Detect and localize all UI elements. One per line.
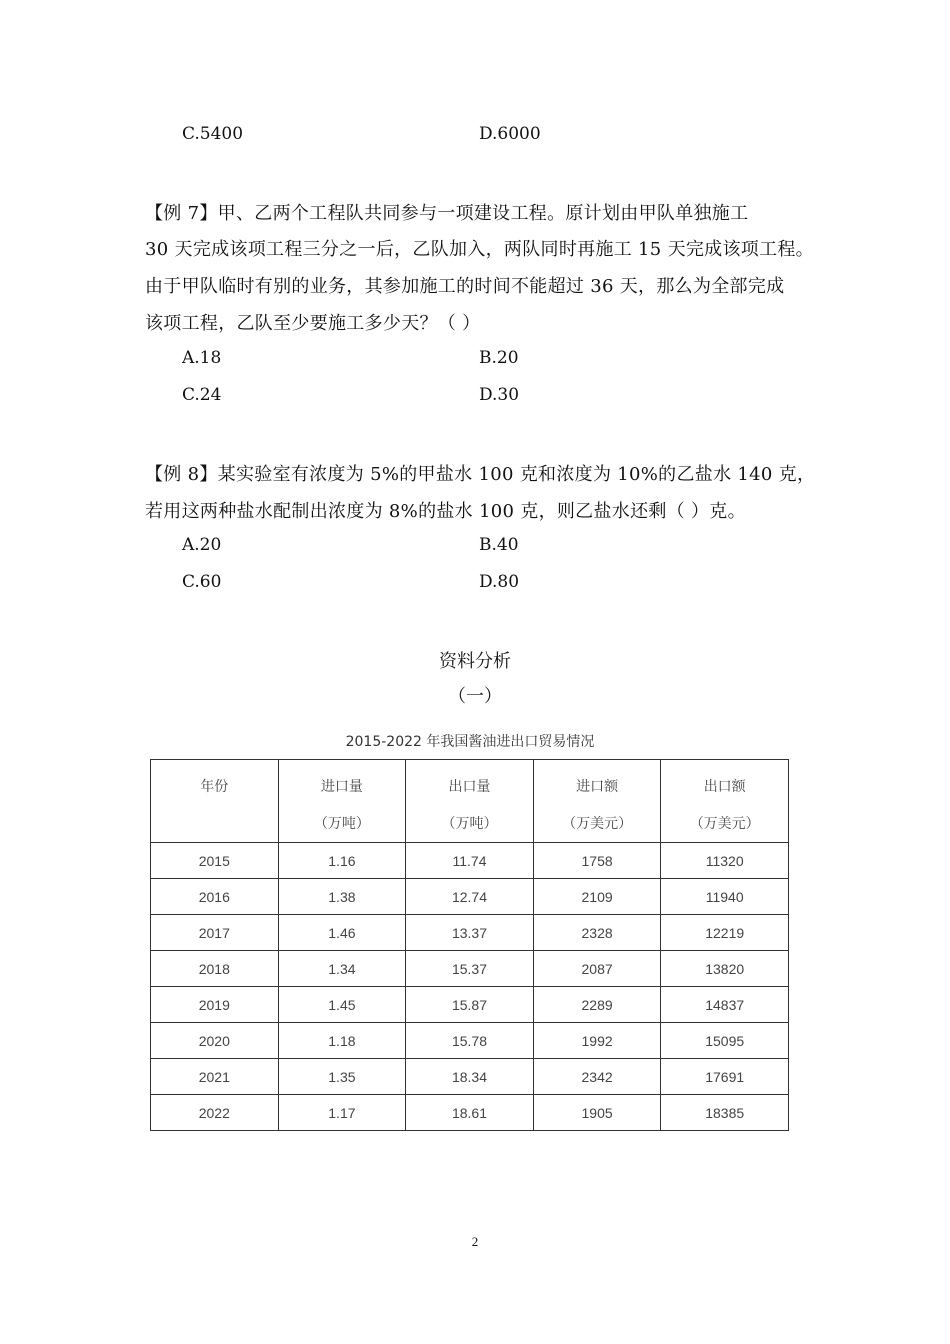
cell-export-value: 12219 (661, 915, 789, 951)
cell-export-value: 11940 (661, 879, 789, 915)
header-label: 进口量 (320, 778, 363, 794)
header-label: 进口额 (576, 778, 619, 794)
table-row (151, 879, 789, 915)
question-7-line: 【例 7】甲、乙两个工程队共同参与一项建设工程。原计划由甲队单独施工 (145, 203, 749, 224)
option-b: B.20 (479, 348, 519, 368)
table-header-row (151, 760, 789, 843)
cell-year: 2017 (151, 915, 279, 951)
header-import-value (533, 760, 661, 843)
cell-import-value: 2289 (533, 987, 661, 1023)
cell-export-volume: 11.74 (406, 843, 534, 879)
cell-export-volume: 18.34 (406, 1059, 534, 1095)
question-7-line: 30 天完成该项工程三分之一后，乙队加入，两队同时再施工 15 天完成该项工程。 (145, 239, 814, 260)
header-unit: （万吨） (313, 815, 370, 831)
cell-import-volume: 1.34 (278, 951, 406, 987)
cell-export-value: 18385 (661, 1095, 789, 1131)
header-label: 年份 (200, 778, 229, 794)
table-row (151, 1023, 789, 1059)
cell-year: 2015 (151, 843, 279, 879)
option-c-prev: C.5400 (182, 124, 244, 144)
cell-import-value: 1758 (533, 843, 661, 879)
cell-export-volume: 12.74 (406, 879, 534, 915)
cell-year: 2016 (151, 879, 279, 915)
cell-import-volume: 1.18 (278, 1023, 406, 1059)
cell-export-volume: 15.78 (406, 1023, 534, 1059)
cell-year: 2021 (151, 1059, 279, 1095)
cell-export-volume: 13.37 (406, 915, 534, 951)
cell-import-value: 2342 (533, 1059, 661, 1095)
section-title: 资料分析 (439, 651, 511, 672)
header-export-value (661, 760, 789, 843)
option-b: B.40 (479, 535, 519, 555)
cell-export-value: 14837 (661, 987, 789, 1023)
question-8-line: 若用这两种盐水配制出浓度为 8%的盐水 100 克，则乙盐水还剩（ ）克。 (145, 501, 746, 522)
cell-import-value: 2109 (533, 879, 661, 915)
table-row (151, 843, 789, 879)
table-title: 2015-2022 年我国酱油进出口贸易情况 (345, 734, 595, 750)
table-row (151, 1095, 789, 1131)
header-label: 出口量 (448, 778, 491, 794)
cell-import-value: 2328 (533, 915, 661, 951)
cell-import-volume: 1.38 (278, 879, 406, 915)
cell-import-value: 2087 (533, 951, 661, 987)
cell-year: 2022 (151, 1095, 279, 1131)
header-unit: （万美元） (689, 815, 760, 831)
cell-export-value: 11320 (661, 843, 789, 879)
data-table (150, 759, 789, 1131)
cell-export-value: 17691 (661, 1059, 789, 1095)
option-d: D.30 (479, 385, 520, 405)
header-unit: （万美元） (562, 815, 633, 831)
cell-year: 2019 (151, 987, 279, 1023)
header-year (151, 760, 279, 843)
cell-import-volume: 1.35 (278, 1059, 406, 1095)
cell-export-value: 15095 (661, 1023, 789, 1059)
option-d: D.80 (479, 572, 520, 592)
option-c: C.24 (182, 385, 222, 405)
cell-year: 2020 (151, 1023, 279, 1059)
cell-export-volume: 15.37 (406, 951, 534, 987)
cell-export-value: 13820 (661, 951, 789, 987)
page-number: 2 (471, 1234, 479, 1249)
table-row (151, 987, 789, 1023)
header-label: 出口额 (703, 778, 746, 794)
cell-export-volume: 15.87 (406, 987, 534, 1023)
option-a: A.18 (182, 348, 222, 368)
cell-import-volume: 1.17 (278, 1095, 406, 1131)
question-7-line: 该项工程，乙队至少要施工多少天？（ ） (145, 313, 481, 334)
question-8-line: 【例 8】某实验室有浓度为 5%的甲盐水 100 克和浓度为 10%的乙盐水 140 克， (145, 464, 816, 485)
cell-import-value: 1905 (533, 1095, 661, 1131)
table-row (151, 951, 789, 987)
option-a: A.20 (182, 535, 222, 555)
cell-import-volume: 1.16 (278, 843, 406, 879)
header-import-volume (278, 760, 406, 843)
cell-year: 2018 (151, 951, 279, 987)
header-unit: （万吨） (441, 815, 498, 831)
section-subtitle: （一） (448, 686, 502, 707)
cell-import-volume: 1.46 (278, 915, 406, 951)
cell-import-value: 1992 (533, 1023, 661, 1059)
table-row (151, 915, 789, 951)
cell-export-volume: 18.61 (406, 1095, 534, 1131)
table-row (151, 1059, 789, 1095)
option-c: C.60 (182, 572, 222, 592)
option-d-prev: D.6000 (479, 124, 541, 144)
question-7-line: 由于甲队临时有别的业务，其参加施工的时间不能超过 36 天，那么为全部完成 (145, 276, 785, 297)
cell-import-volume: 1.45 (278, 987, 406, 1023)
header-export-volume (406, 760, 534, 843)
